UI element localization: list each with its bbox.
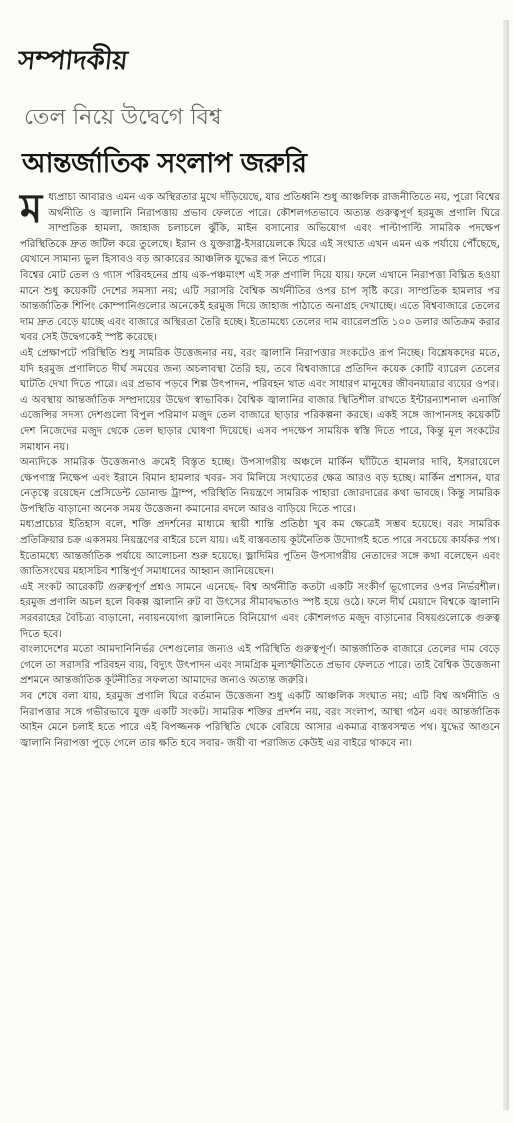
kicker: তেল নিয়ে উদ্বেগে বিশ্ব [24,105,222,130]
paragraph-5: অন্যদিকে সামরিক উত্তেজনাও ক্রমেই বিস্তৃত হচ্ছে। উপসাগরীয় অঞ্চলে মার্কিন ঘাঁটিতে হামলার দাবি, ইসরায়েলে ক্ষেপণাস্ত্র নিক্ষেপ এবং ইরানে বিমান হামলার খবর- সব মিলিয়ে সংঘাতের ক্ষেত্র আরও বড় হচ্ছে। মার্কিন প্রশাসন, যার নেতৃত্বে রয়েছেন প্রেসিডেন্ট ডোনাল্ড ট্রাম্প, পরিস্থিতি নিয়ন্ত্রণে সামরিক পাহারা জোরদারের কথা ভাবছে। কিন্তু সামরিক উপস্থিতি বাড়ানো অনেক সময় উত্তেজনা কমানোর বদলে আরও বাড়িয়ে দিতে পারে। [20,457,500,515]
dropcap: ম [20,186,43,232]
headline: আন্তর্জাতিক সংলাপ জরুরি [22,148,307,179]
paragraph-8: বাংলাদেশের মতো আমদানিনির্ভর দেশগুলোর জন্যও এই পরিস্থিতি গুরুত্বপূর্ণ। আন্তর্জাতিক বাজারে তেলের দাম বেড়ে গেলে তা সরাসরি পরিবহন ব্যয়, বিদ্যুৎ উৎপাদন এবং সামগ্রিক মূল্যস্ফীতিতে প্রভাব ফেলতে পারে। তাই বৈশ্বিক উত্তেজনা প্রশমনে আন্তর্জাতিক কূটনীতির সফলতা আমাদের জন্যও অত্যন্ত জরুরি। [20,644,500,687]
page-edge-shadow [503,20,509,1110]
section-title: সম্পাদকীয় [16,46,130,76]
paragraph-3: এই প্রেক্ষাপটে পরিস্থিতি শুধু সামরিক উত্তেজনার নয়, বরং জ্বালানি নিরাপত্তার সংকটেও রূপ নিচ্ছে। বিশ্লেষকদের মতে, যদি হরমুজ প্রণালিতে দীর্ঘ সময়ের জন্য অচলাবস্থা তৈরি হয়, তবে বিশ্ববাজারে প্রতিদিন কয়েক কোটি ব্যারেল তেলের ঘাটতি দেখা দিতে পারে। এর প্রভাব পড়বে শিল্প উৎপাদন, পরিবহন খাত এবং সাধারণ মানুষের জীবনযাত্রার ব্যয়ের ওপর। [20,347,500,391]
paragraph-1: মধ্যপ্রাচ্য আবারও এমন এক অস্থিরতার মুখে দাঁড়িয়েছে, যার প্রতিধ্বনি শুধু আঞ্চলিক রাজনীতিতে নয়, পুরো বিশ্বের অর্থনীতি ও জ্বালানি নিরাপত্তায় প্রভাব ফেলতে পারে। কৌশলগতভাবে অত্যন্ত গুরুত্বপূর্ণ হরমুজ প্রণালি ঘিরে সাম্প্রতিক হামলা, জাহাজ চলাচলে ঝুঁকি, মাইন বসানোর অভিযোগ এবং পাল্টাপাল্টি সামরিক পদক্ষেপ পরিস্থিতিকে দ্রুত জটিল করে তুলেছে। ইরান ও যুক্তরাষ্ট্র-ইসরায়েলকে ঘিরে এই সংঘাত এখন এমন এক পর্যায়ে পৌঁছেছে, যেখানে সামান্য ভুল হিসাবও বড় আকারের আঞ্চলিক যুদ্ধের রূপ নিতে পারে। [20,186,500,266]
article-body [20,186,500,751]
paragraph-6: মধ্যপ্রাচ্যের ইতিহাস বলে, শক্তি প্রদর্শনের মাধ্যমে স্থায়ী শান্তি প্রতিষ্ঠা খুব কম ক্ষেত্রেই সম্ভব হয়েছে। বরং সামরিক প্রতিক্রিয়ার চক্র একসময় নিয়ন্ত্রণের বাইরে চলে যায়। এই বাস্তবতায় কূটনৈতিক উদ্যোগই হতে পারে সবচেয়ে কার্যকর পথ। ইতোমধ্যে আন্তর্জাতিক পর্যায়ে আলোচনা শুরু হয়েছে। ভ্লাদিমির পুতিন উপসাগরীয় নেতাদের সঙ্গে কথা বলেছেন এবং জাতিসংঘের মহাসচিব শান্তিপূর্ণ সমাধানের আহ্বান জানিয়েছেন। [20,519,500,578]
paragraph-7: এই সংকট আরেকটি গুরুত্বপূর্ণ প্রশ্নও সামনে এনেছে- বিশ্ব অর্থনীতি কতটা একটি সংকীর্ণ ভূগোলের ওপর নির্ভরশীল। হরমুজ প্রণালি অচল হলে বিকল্প জ্বালানি রুট বা উৎসের সীমাবদ্ধতাও স্পষ্ট হয়ে ওঠে। ফলে দীর্ঘ মেয়াদে বিশ্বকে জ্বালানি সরবরাহের বৈচিত্র্য বাড়ানো, নবায়নযোগ্য জ্বালানিতে বিনিয়োগ এবং কৌশলগত মজুদ বাড়ানোর বিষয়গুলোকে গুরুত্ব দিতে হবে। [20,581,500,640]
paragraph-2: বিশ্বের মোট তেল ও গ্যাস পরিবহনের প্রায় এক-পঞ্চমাংশ এই সরু প্রণালি দিয়ে যায়। ফলে এখানে নিরাপত্তা বিঘ্নিত হওয়া মানে শুধু কয়েকটি দেশের সমস্যা নয়; এটি সরাসরি বৈশ্বিক অর্থনীতির ওপর চাপ সৃষ্টি করে। সাম্প্রতিক হামলার পর আন্তর্জাতিক শিপিং কোম্পানিগুলোর অনেকেই হরমুজ দিয়ে জাহাজ পাঠাতে অনাগ্রহ দেখাচ্ছে। এতে বিশ্ববাজারে তেলের দাম দ্রুত বেড়ে যাচ্ছে এবং বাজারে অস্থিরতা তৈরি হচ্ছে। ইতোমধ্যে তেলের দাম ব্যারেলপ্রতি ১০০ ডলার অতিক্রম করার খবর সেই উদ্বেগকেই স্পষ্ট করেছে। [20,269,500,344]
paragraph-4: এ অবস্থায় আন্তর্জাতিক সম্প্রদায়ের উদ্বেগ স্বাভাবিক। বৈশ্বিক জ্বালানির বাজার স্থিতিশীল রাখতে ইন্টারন্যাশনাল এনার্জি এজেন্সির সদস্য দেশগুলো বিপুল পরিমাণ মজুদ তেল বাজারে ছাড়ার পরিকল্পনা করছে। একই সঙ্গে জাপানসহ কয়েকটি দেশ নিজেদের মজুদ থেকে তেল ছাড়ার ঘোষণা দিয়েছে। এসব পদক্ষেপ সাময়িক স্বস্তি দিতে পারে, কিন্তু মূল সংকটের সমাধান নয়। [20,394,500,453]
paragraph-9: সব শেষে বলা যায়, হরমুজ প্রণালি ঘিরে বর্তমান উত্তেজনা শুধু একটি আঞ্চলিক সংঘাত নয়; এটি বিশ্ব অর্থনীতি ও নিরাপত্তার সঙ্গে গভীরভাবে যুক্ত একটি সংকট। সামরিক শক্তির প্রদর্শন নয়, বরং সংলাপ, আস্থা গঠন এবং আন্তর্জাতিক আইন মেনে চলাই হতে পারে এই বিপজ্জনক পরিস্থিতি থেকে বেরিয়ে আসার একমাত্র বাস্তবসম্মত পথ। যুদ্ধের আগুনে জ্বালানি নিরাপত্তা পুড়ে গেলে তার ক্ষতি হবে সবার- জয়ী বা পরাজিত কেউই এর বাইরে থাকবে না। [20,691,500,749]
